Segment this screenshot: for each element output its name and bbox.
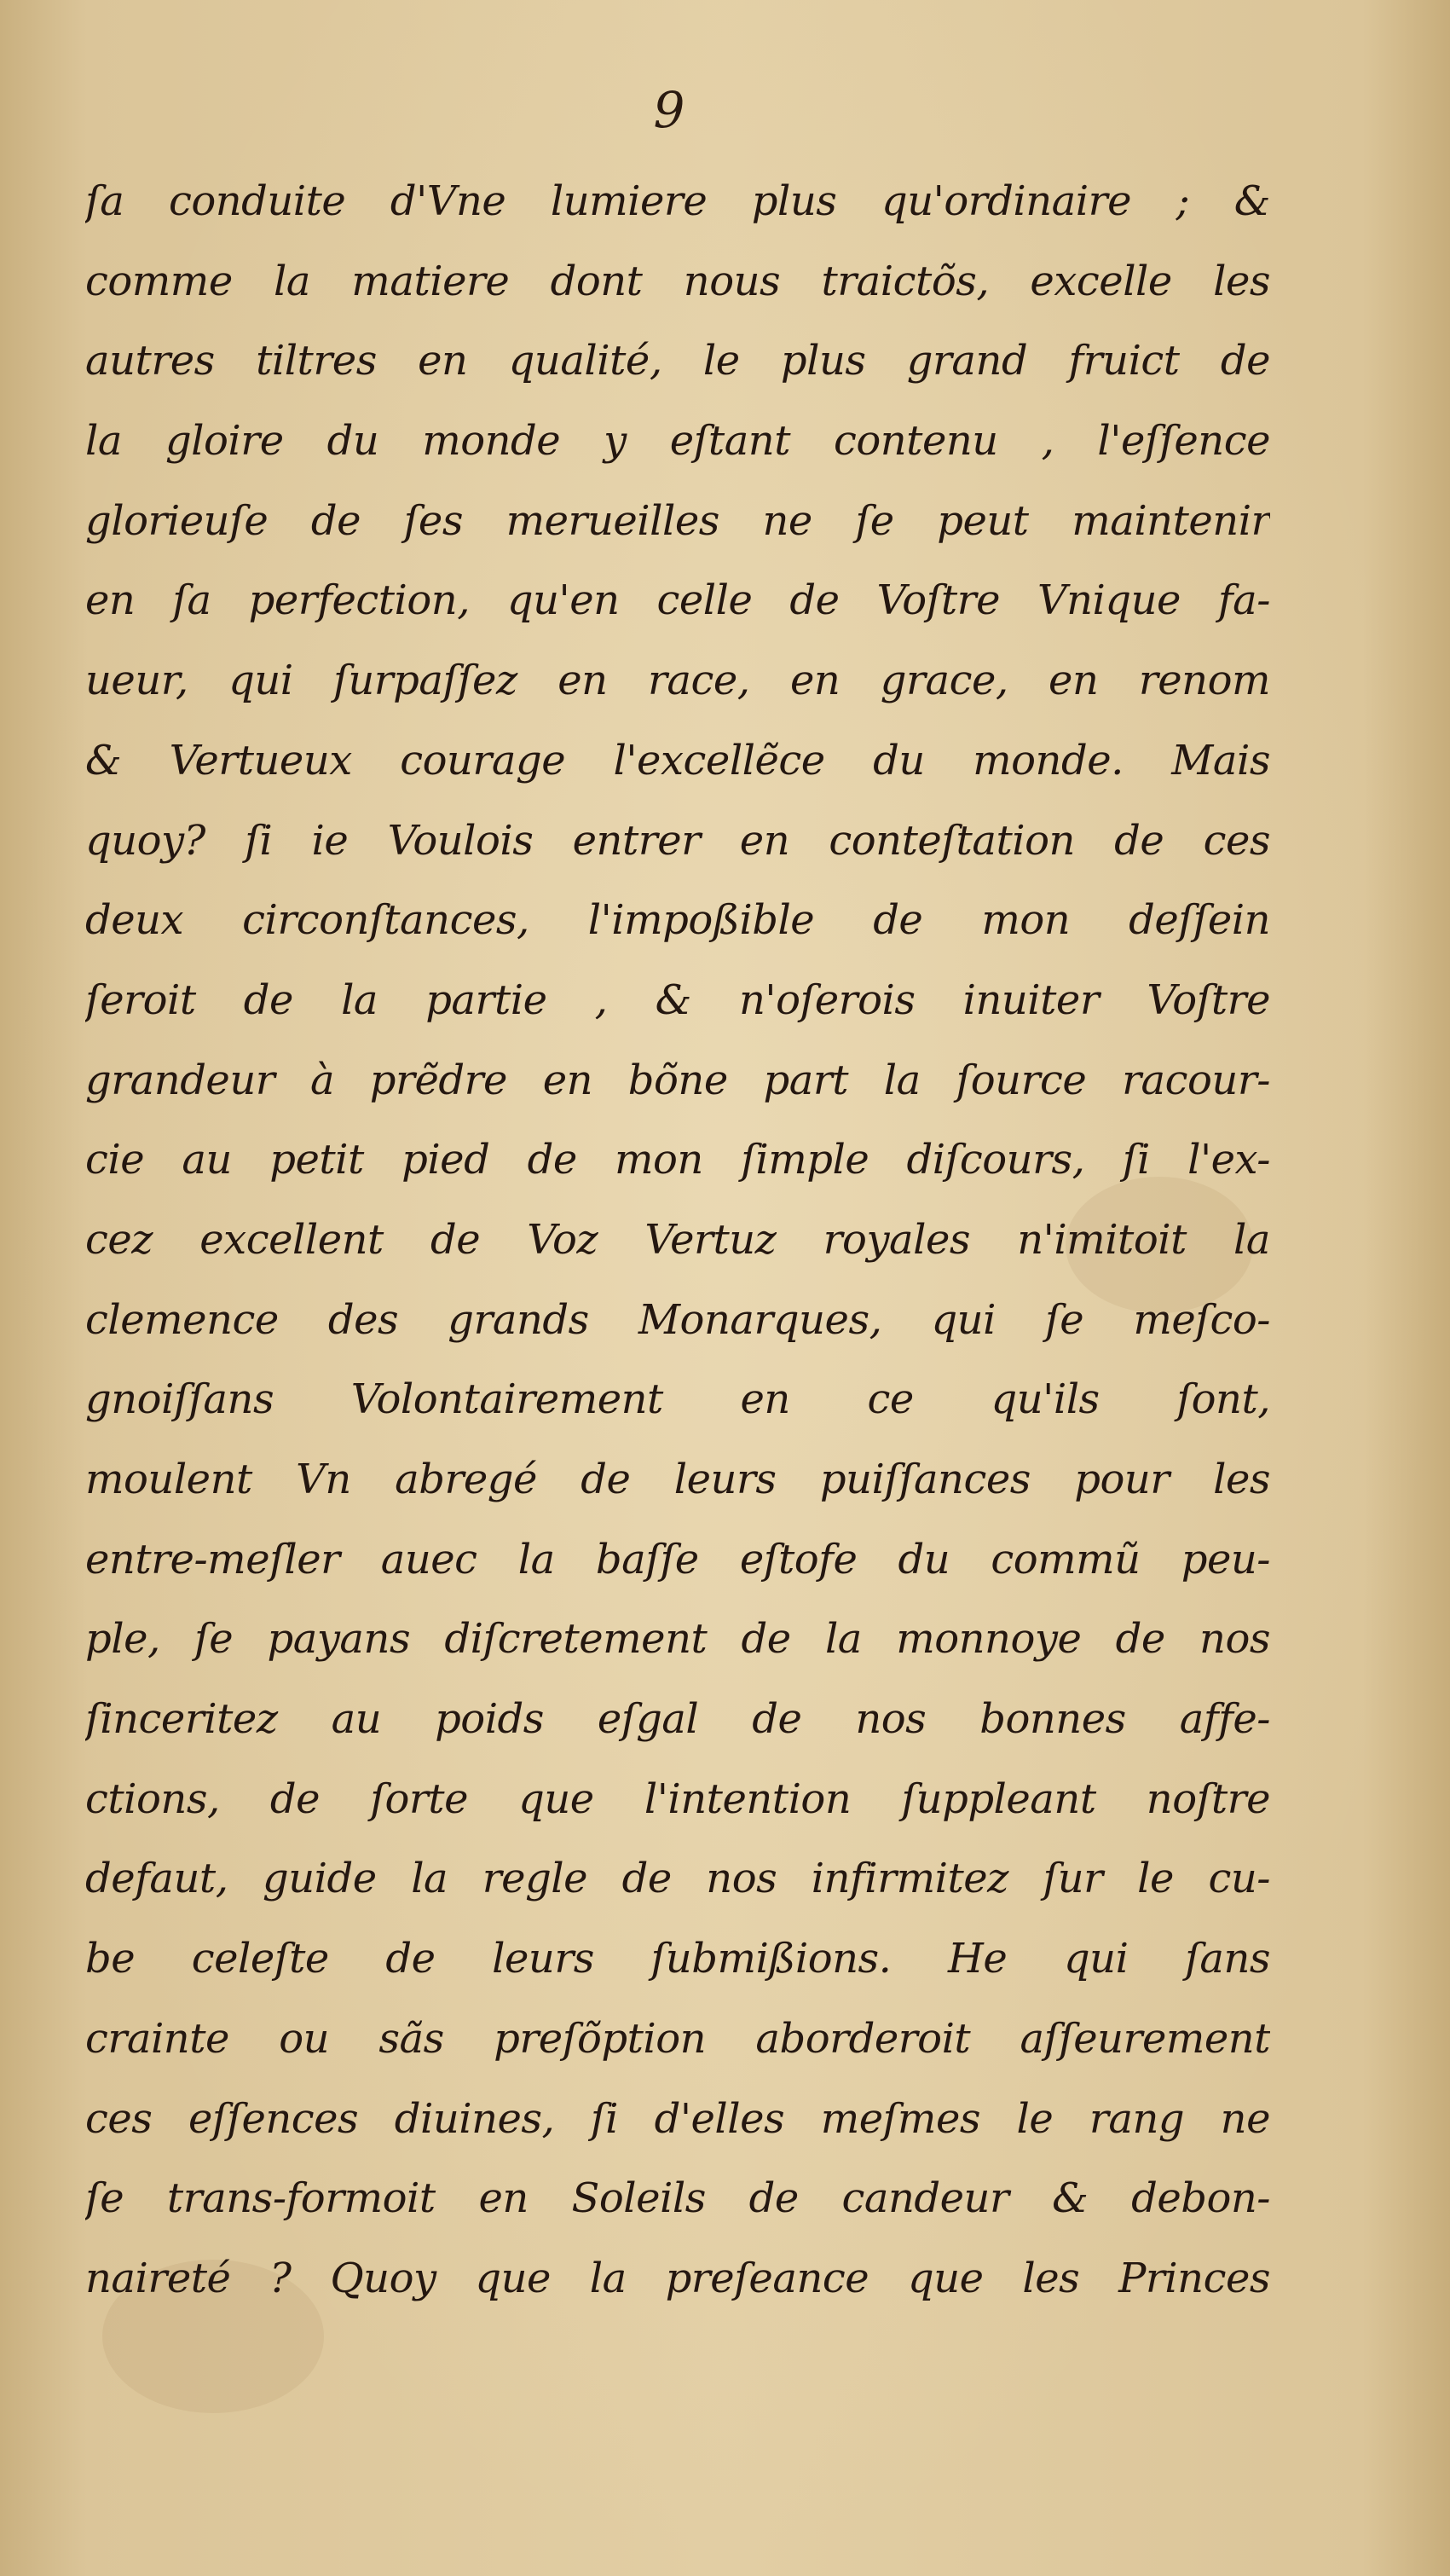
text-line: ple, ſe payans diſcretement de la monnoye de nos	[85, 1615, 1270, 1664]
text-line: gnoiſſans Volontairement en ce qu'ils ſont,	[85, 1375, 1270, 1424]
text-line: entre-meſler auec la baſſe eſtofe du commũ peu-	[85, 1535, 1270, 1583]
text-line: ueur, qui ſurpaſſez en race, en grace, en renom	[85, 657, 1270, 705]
text-line: ces eſſences diuines, ſi d'elles meſmes le rang ne	[85, 2094, 1270, 2143]
text-line: be celeſte de leurs ſubmißions. He qui ſans	[85, 1935, 1270, 1983]
text-line: en ſa perfection, qu'en celle de Voſtre Vnique fa-	[85, 576, 1270, 625]
text-line: moulent Vn abregé de leurs puiſſances pour les	[85, 1456, 1270, 1503]
text-line: grandeur à prẽdre en bõne part la ſource racour-	[85, 1056, 1270, 1104]
text-line: cie au petit pied de mon ſimple diſcours, ſi l'ex-	[85, 1136, 1270, 1184]
text-line: ſeroit de la partie , & n'oſerois inuiter Voſtre	[85, 975, 1270, 1024]
text-line: naireté ? Quoy que la preſeance que les Princes	[85, 2254, 1270, 2302]
text-line: clemence des grands Monarques, qui ſe meſco-	[85, 1295, 1270, 1344]
text-line: ſinceritez au poids eſgal de nos bonnes affe-	[85, 1695, 1270, 1744]
text-line: comme la matiere dont nous traictõs, excelle les	[85, 257, 1270, 305]
text-line: deux circonſtances, l'impoßible de mon deſſein	[85, 896, 1270, 945]
text-line: & Vertueux courage l'excellẽce du monde. Mais	[85, 736, 1270, 784]
text-line: crainte ou sãs preſõption aborderoit aſſeurement	[85, 2014, 1270, 2063]
text-line: quoy? ſi ie Voulois entrer en conteſtation de ces	[85, 816, 1270, 865]
text-line: autres tiltres en qualité, le plus grand fruict de	[85, 337, 1270, 385]
page-number: 9	[653, 81, 685, 139]
text-line: la gloire du monde y eſtant contenu , l'eſſence	[85, 417, 1270, 466]
text-line: defaut, guide la regle de nos infirmitez ſur le cu-	[85, 1855, 1270, 1903]
text-line: glorieuſe de ſes merueilles ne ſe peut maintenir	[85, 496, 1270, 545]
text-line: cez excellent de Voz Vertuz royales n'imitoit la	[85, 1215, 1270, 1264]
body-text	[85, 162, 1270, 2319]
text-line: ſe trans-formoit en Soleils de candeur & debon-	[85, 2174, 1270, 2223]
text-line: ctions, de ſorte que l'intention ſuppleant noſtre	[85, 1774, 1270, 1823]
text-line: ſa conduite d'Vne lumiere plus qu'ordinaire ; &	[85, 177, 1270, 225]
